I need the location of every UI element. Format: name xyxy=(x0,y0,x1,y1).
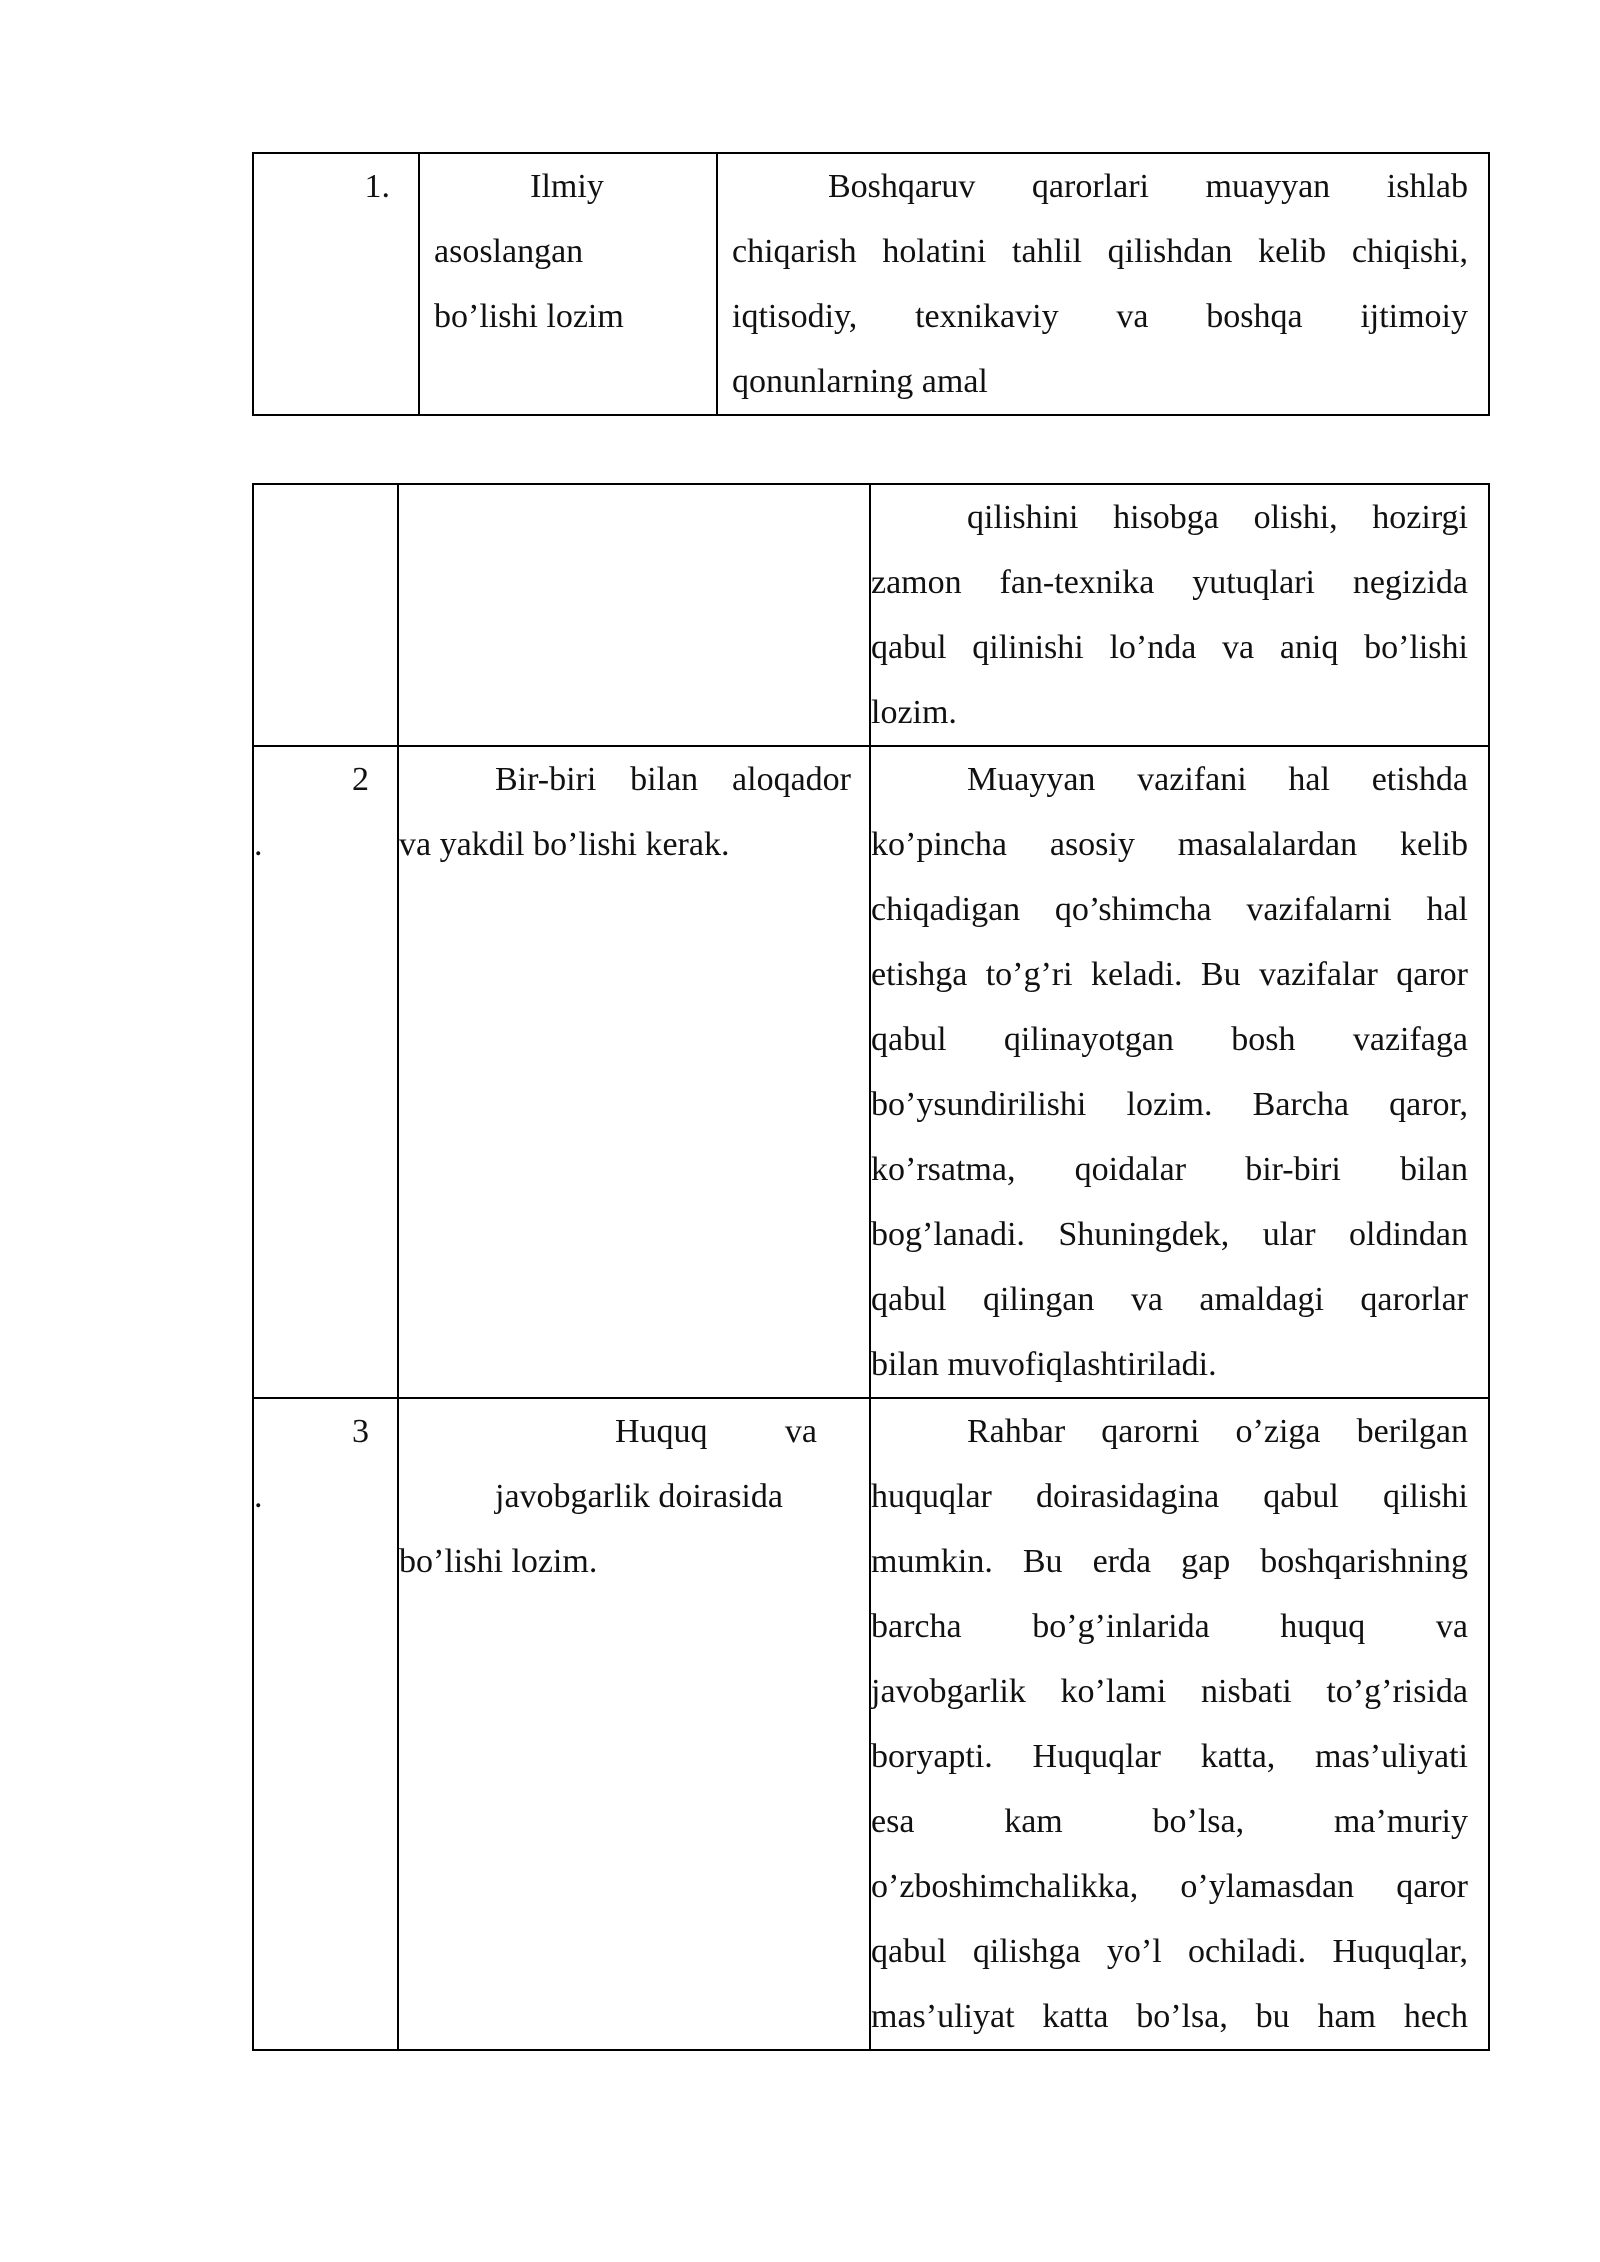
table-row xyxy=(253,153,1489,415)
description-line: boryapti. Huquqlar katta, mas’uliyati xyxy=(871,1738,1468,1775)
description-line: iqtisodiy, texnikaviy va boshqa ijtimoiy xyxy=(732,298,1468,335)
row-number-cell xyxy=(253,484,398,746)
description-line: lozim. xyxy=(871,694,957,731)
description-line: qabul qilinayotgan bosh vazifaga xyxy=(871,1021,1468,1058)
description-line: barcha bo’g’inlarida huquq va xyxy=(871,1608,1468,1645)
description-line: Rahbar qarorni o’ziga berilgan xyxy=(967,1413,1468,1450)
table-row xyxy=(253,1398,1489,2050)
principle-description-cell xyxy=(870,1398,1489,2050)
row-number: 1. xyxy=(364,168,390,205)
table-row xyxy=(253,746,1489,1398)
principles-table-continued xyxy=(252,483,1490,2051)
row-number-cell xyxy=(253,1398,398,2050)
description-line: qabul qilinishi lo’nda va aniq bo’lishi xyxy=(871,629,1468,666)
row-number-cell xyxy=(253,746,398,1398)
description-line: qabul qilishga yo’l ochiladi. Huquqlar, xyxy=(871,1933,1468,1970)
description-line: o’zboshimchalikka, o’ylamasdan qaror xyxy=(871,1868,1468,1905)
description-line: Muayyan vazifani hal etishda xyxy=(967,761,1468,798)
description-line: bo’ysundirilishi lozim. Barcha qaror, xyxy=(871,1086,1468,1123)
principle-title-cell xyxy=(398,1398,870,2050)
description-line: chiqadigan qo’shimcha vazifalarni hal xyxy=(871,891,1468,928)
description-line: Boshqaruv qarorlari muayyan ishlab xyxy=(828,168,1468,205)
principle-title-cell xyxy=(398,484,870,746)
principles-table-top xyxy=(252,152,1490,416)
table-row xyxy=(253,484,1489,746)
principle-title-line: Ilmiy xyxy=(530,168,604,205)
description-line: javobgarlik ko’lami nisbati to’g’risida xyxy=(871,1673,1468,1710)
principle-description-cell xyxy=(870,484,1489,746)
row-number-dot: . xyxy=(254,1478,263,1515)
description-line: ko’pincha asosiy masalalardan kelib xyxy=(871,826,1468,863)
principle-title-line: asoslangan xyxy=(434,233,584,270)
description-line: bog’lanadi. Shuningdek, ular oldindan xyxy=(871,1216,1468,1253)
description-line: qilishini hisobga olishi, hozirgi xyxy=(967,499,1468,536)
description-line: qabul qilingan va amaldagi qarorlar xyxy=(871,1281,1468,1318)
principle-description-cell xyxy=(870,746,1489,1398)
principle-title-cell xyxy=(398,746,870,1398)
row-number: 3 xyxy=(352,1413,369,1450)
description-line: chiqarish holatini tahlil qilishdan kelib chiqishi, xyxy=(732,233,1468,270)
description-line: bilan muvofiqlashtiriladi. xyxy=(871,1346,1217,1383)
description-line: qonunlarning amal xyxy=(732,363,988,400)
principle-title-cell xyxy=(419,153,717,415)
row-number: 2 xyxy=(352,761,369,798)
description-line: etishga to’g’ri keladi. Bu vazifalar qaror xyxy=(871,956,1468,993)
principle-title-line: Bir-biri bilan aloqador xyxy=(495,761,851,798)
description-line: ko’rsatma, qoidalar bir-biri bilan xyxy=(871,1151,1468,1188)
description-line: zamon fan-texnika yutuqlari negizida xyxy=(871,564,1468,601)
principle-title-line: Huquq va xyxy=(615,1413,817,1450)
description-line: huquqlar doirasidagina qabul qilishi xyxy=(871,1478,1468,1515)
principle-title-line: bo’lishi lozim xyxy=(434,298,624,335)
row-number-dot: . xyxy=(254,826,263,863)
description-line: esa kam bo’lsa, ma’muriy xyxy=(871,1803,1468,1840)
description-line: mumkin. Bu erda gap boshqarishning xyxy=(871,1543,1468,1580)
principle-title-line: javobgarlik doirasida xyxy=(495,1478,783,1515)
principle-description-cell xyxy=(717,153,1489,415)
principle-title-line: bo’lishi lozim. xyxy=(399,1543,598,1580)
description-line: mas’uliyat katta bo’lsa, bu ham hech xyxy=(871,1998,1468,2035)
row-number-cell xyxy=(253,153,419,415)
principle-title-line: va yakdil bo’lishi kerak. xyxy=(399,826,730,863)
